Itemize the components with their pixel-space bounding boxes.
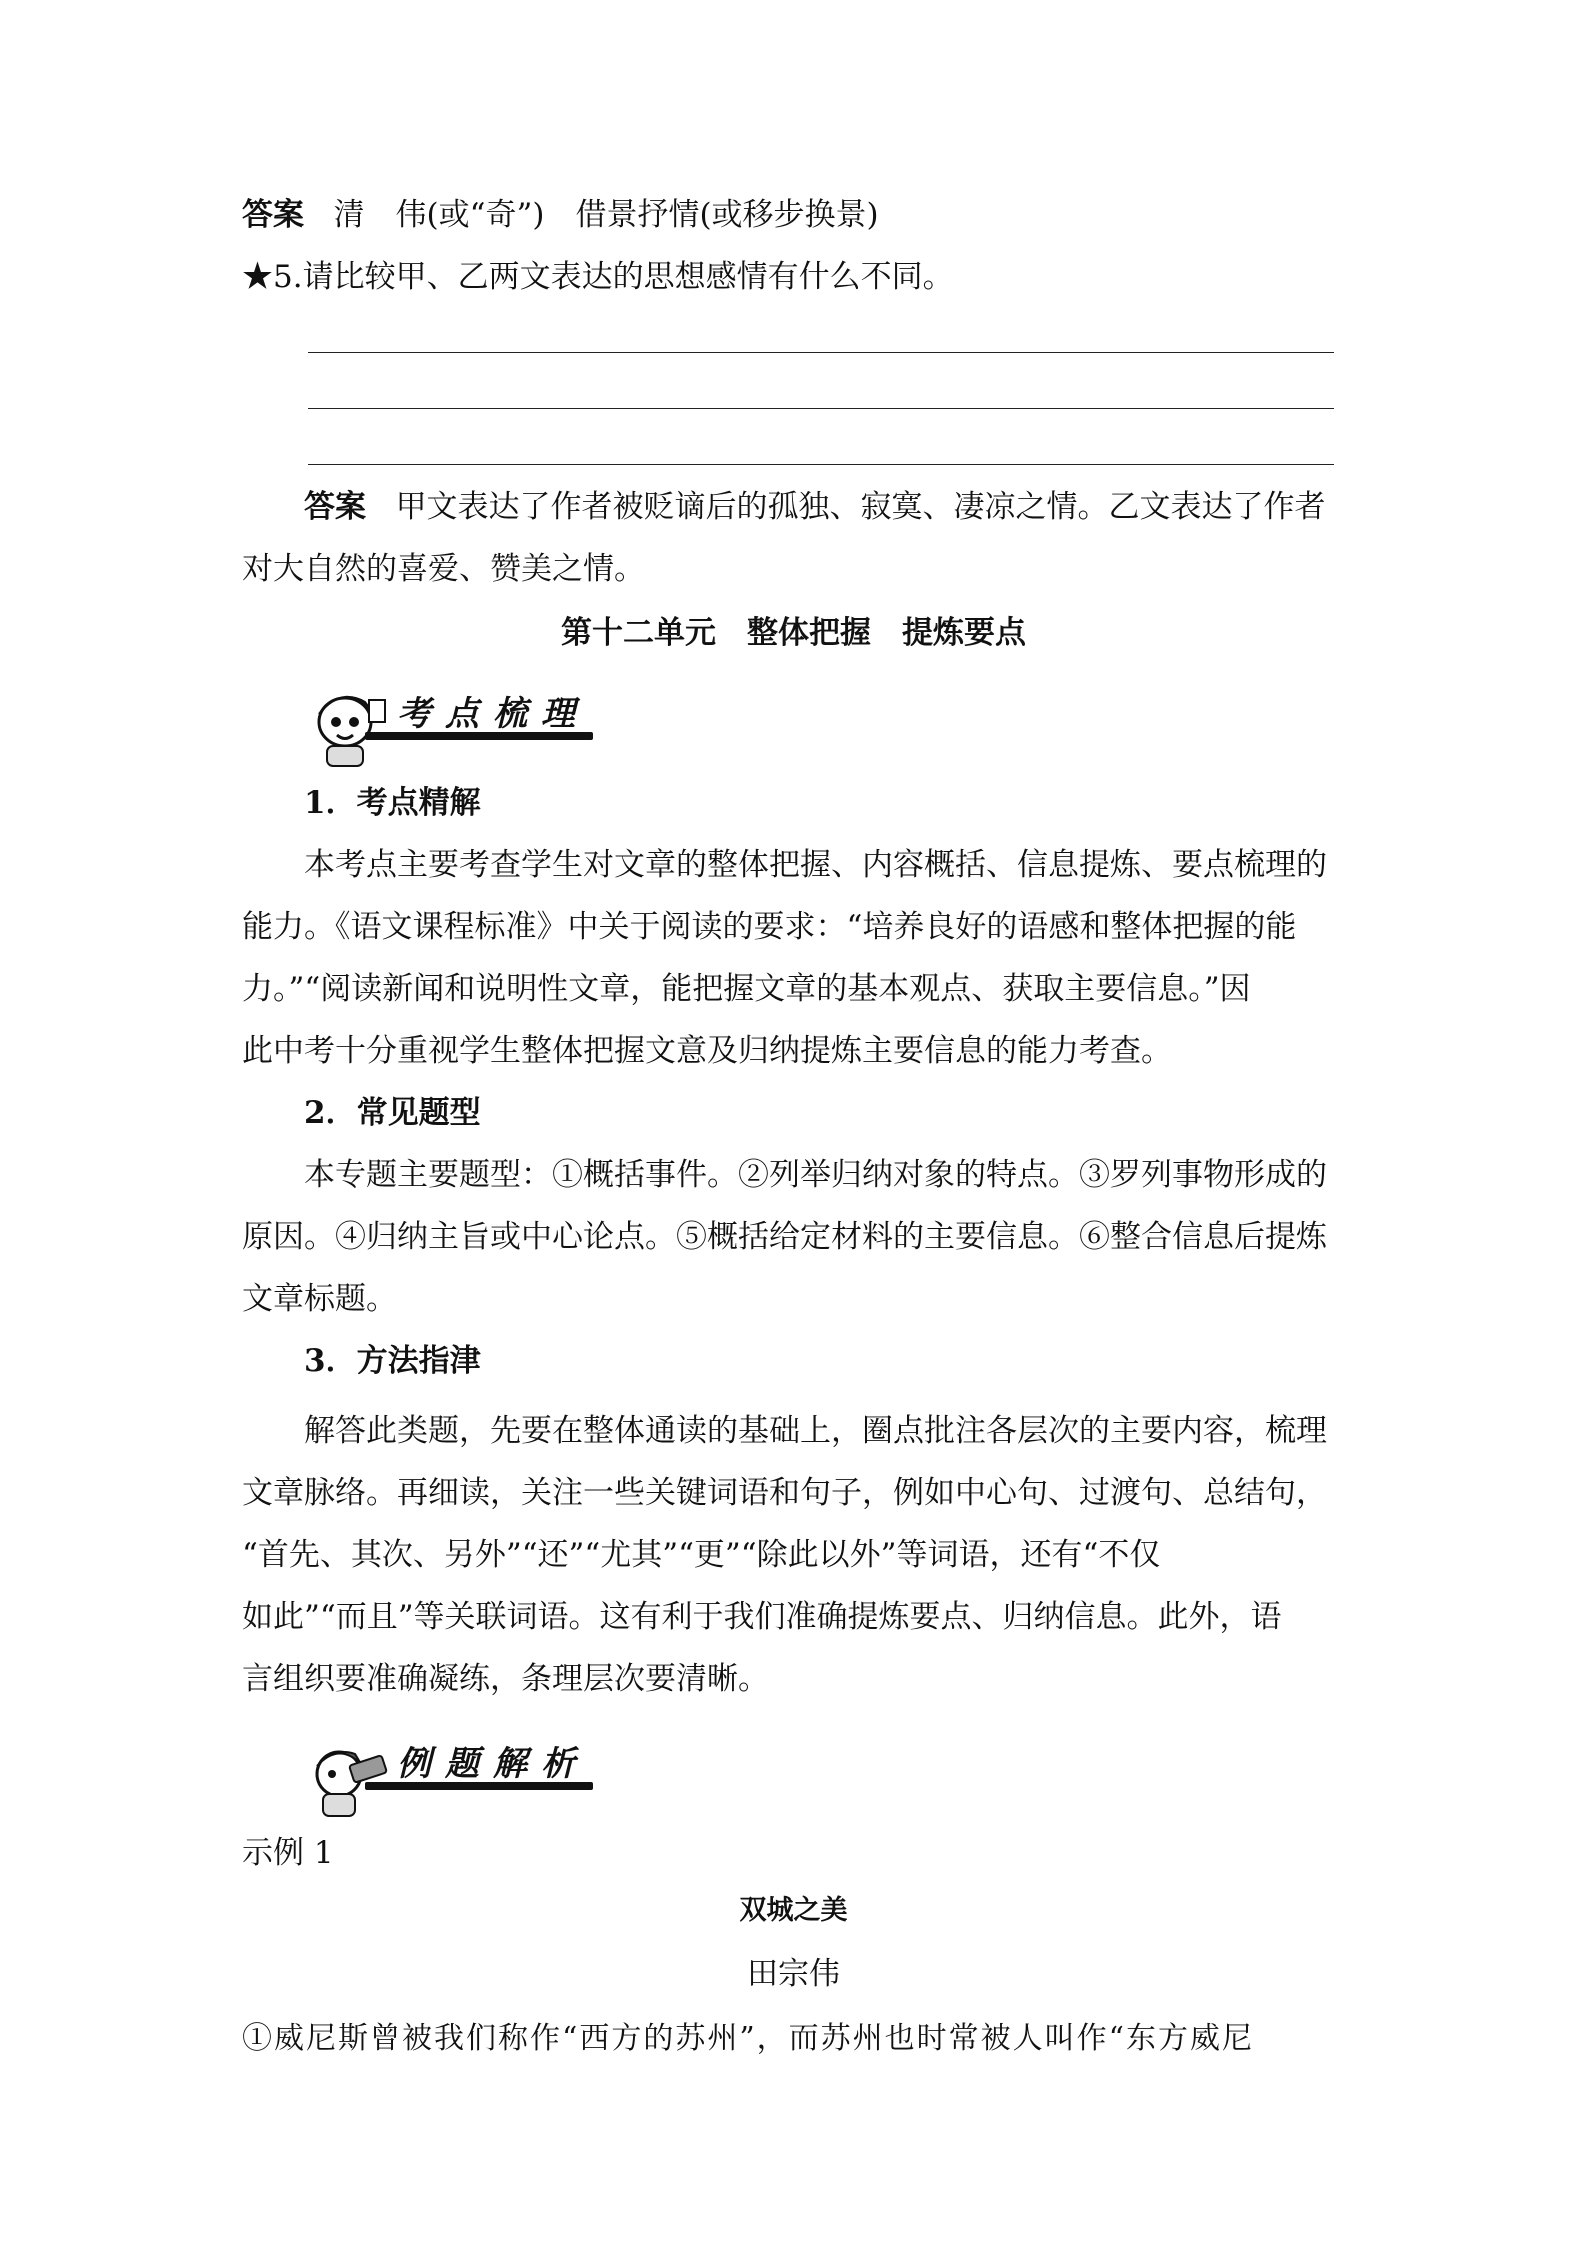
sub1-line: 此中考十分重视学生整体把握文意及归纳提炼主要信息的能力考查。 <box>242 1033 1172 1069</box>
article-paragraph-1: ①威尼斯曾被我们称作“西方的苏州”，而苏州也时常被人叫作“东方威尼 <box>242 2021 1255 2056</box>
sub2-line: 原因。④归纳主旨或中心论点。⑤概括给定材料的主要信息。⑥整合信息后提炼 <box>242 1219 1327 1255</box>
article-title: 双城之美 <box>739 1895 848 1926</box>
badge-title: 例题解析 <box>397 1744 589 1784</box>
answer-text: 清 伟(或“奇”) 借景抒情(或移步换景) <box>333 197 879 233</box>
subheading-2: 2．常见题型 <box>304 1095 481 1131</box>
sub1-line: 本考点主要考查学生对文章的整体把握、内容概括、信息提炼、要点梳理的 <box>304 847 1327 883</box>
cartoon-telescope-icon <box>305 1730 395 1820</box>
sub3-line: 如此”“而且”等关联词语。这有利于我们准确提炼要点、归纳信息。此外，语 <box>242 1599 1282 1635</box>
sub1-line: 能力。《语文课程标准》中关于阅读的要求：“培养良好的语感和整体把握的能 <box>242 909 1297 945</box>
section-badge-kaodian <box>305 680 595 770</box>
sub3-line: “首先、其次、另外”“还”“尤其”“更”“除此以外”等词语，还有“不仅 <box>242 1537 1161 1573</box>
question-5: ★5.请比较甲、乙两文表达的思想感情有什么不同。 <box>242 259 954 295</box>
cartoon-student-icon <box>305 680 395 770</box>
subheading-3: 3．方法指津 <box>304 1343 481 1379</box>
sub3-line: 解答此类题，先要在整体通读的基础上，圈点批注各层次的主要内容，梳理 <box>304 1413 1327 1449</box>
q4-answer <box>242 184 1354 246</box>
badge-title: 考点梳理 <box>397 694 589 734</box>
sub1-line: 力。”“阅读新闻和说明性文章，能把握文章的基本观点、获取主要信息。”因 <box>242 971 1251 1007</box>
unit-title: 第十二单元 整体把握 提炼要点 <box>561 615 1026 651</box>
example-label: 示例 1 <box>242 1835 334 1871</box>
answer-line <box>308 464 1334 465</box>
q5-answer-line2: 对大自然的喜爱、赞美之情。 <box>242 551 645 587</box>
answer-label: 答案 <box>304 489 366 525</box>
answer-label: 答案 <box>242 197 304 233</box>
subheading-1: 1．考点精解 <box>304 785 481 821</box>
sub2-line: 文章标题。 <box>242 1281 397 1317</box>
section-badge-liti <box>305 1730 595 1820</box>
article-author: 田宗伟 <box>747 1956 840 1992</box>
answer-line <box>308 352 1334 353</box>
answer-text: 甲文表达了作者被贬谪后的孤独、寂寞、凄凉之情。乙文表达了作者 <box>395 489 1326 525</box>
q5-answer-line1 <box>242 476 1354 538</box>
answer-line <box>308 408 1334 409</box>
sub3-line: 文章脉络。再细读，关注一些关键词语和句子，例如中心句、过渡句、总结句， <box>242 1475 1327 1511</box>
sub3-line: 言组织要准确凝练，条理层次要清晰。 <box>242 1661 769 1697</box>
sub2-line: 本专题主要题型：①概括事件。②列举归纳对象的特点。③罗列事物形成的 <box>304 1157 1327 1193</box>
